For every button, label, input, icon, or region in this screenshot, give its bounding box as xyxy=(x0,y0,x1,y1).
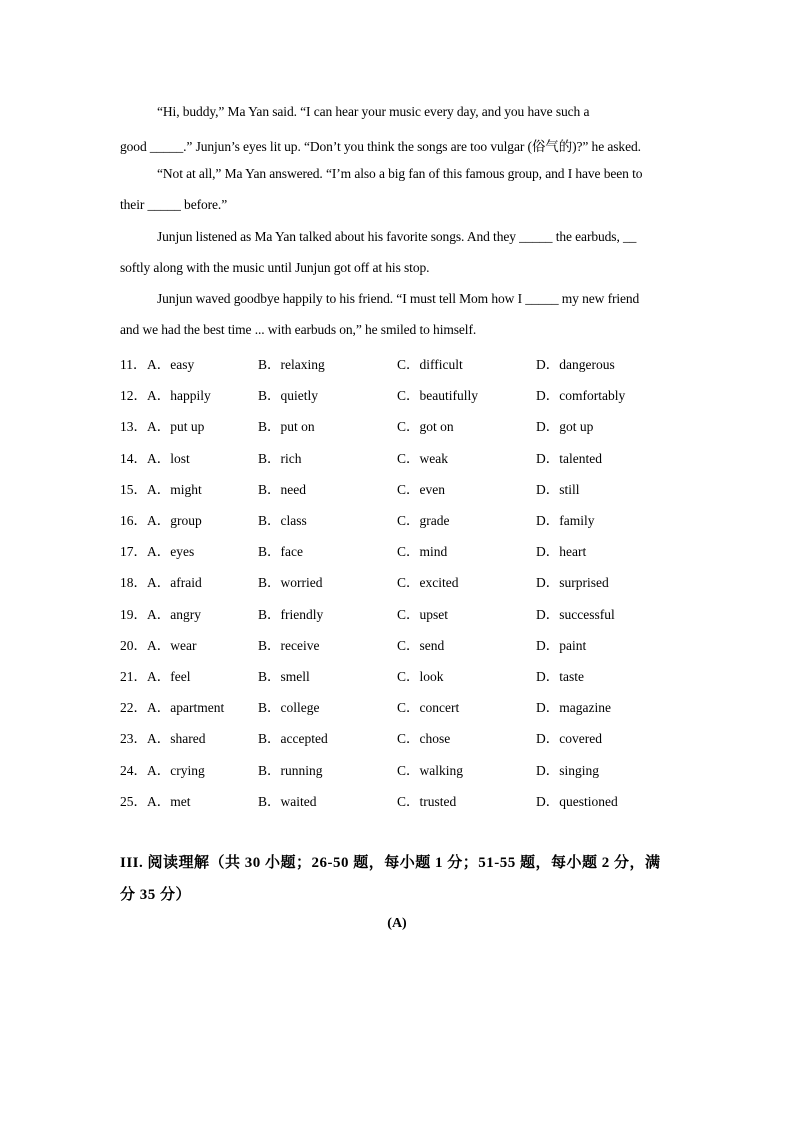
option-b: B．relaxing xyxy=(258,357,325,372)
option-b: B．need xyxy=(258,481,306,497)
option-c: C．concert xyxy=(397,700,460,716)
option-c: C．chose xyxy=(397,731,451,747)
option-d: D．surprised xyxy=(536,575,609,591)
option-c: C．walking xyxy=(397,762,463,778)
option-d: D．magazine xyxy=(536,700,611,716)
option-b: B．friendly xyxy=(258,606,324,622)
option-d: D．taste xyxy=(536,669,584,684)
passage-line-6: softly along with the music until Junjun got off at his stop. xyxy=(120,260,430,275)
passage-line-5: Junjun listened as Ma Yan talked about his favorite songs. And they _____ the earbuds, __ xyxy=(157,229,637,244)
option-a: A．feel xyxy=(147,669,191,684)
option-b: B．worried xyxy=(258,575,323,591)
option-a: A．crying xyxy=(147,762,205,778)
option-c: C．upset xyxy=(397,606,449,622)
option-b: B．running xyxy=(258,762,323,778)
option-d: D．talented xyxy=(536,450,602,466)
question-number: 25． xyxy=(120,793,147,809)
option-d: D．singing xyxy=(536,762,600,778)
option-b: B．smell xyxy=(258,669,310,684)
option-d: D．paint xyxy=(536,637,587,653)
question-number: 22． xyxy=(120,700,147,716)
option-a: A．put up xyxy=(147,419,205,435)
option-a: A．easy xyxy=(147,357,195,372)
option-d: D．comfortably xyxy=(536,388,626,404)
option-c: C．weak xyxy=(397,450,448,466)
option-a: A．lost xyxy=(147,450,190,466)
option-c: C．send xyxy=(397,637,445,653)
option-a: A．might xyxy=(147,481,202,497)
question-number: 17． xyxy=(120,544,147,560)
passage-line-1: “Hi, buddy,” Ma Yan said. “I can hear your music every day, and you have such a xyxy=(157,104,590,119)
option-d: D．family xyxy=(536,513,595,528)
option-a: A．wear xyxy=(147,637,197,653)
option-b: B．waited xyxy=(258,793,317,809)
option-d: D．dangerous xyxy=(536,357,615,372)
question-number: 13． xyxy=(120,419,147,435)
option-c: C．trusted xyxy=(397,793,457,809)
option-a: A．afraid xyxy=(147,575,202,591)
question-number: 20． xyxy=(120,637,147,653)
question-number: 16． xyxy=(120,513,147,528)
passage-line-8: and we had the best time ... with earbuds on,” he smiled to himself. xyxy=(120,322,477,337)
question-number: 11． xyxy=(120,357,147,372)
option-b: B．class xyxy=(258,513,307,528)
option-a: A．group xyxy=(147,513,202,528)
option-c: C．look xyxy=(397,669,444,684)
passage-line-3: “Not at all,” Ma Yan answered. “I’m also a big fan of this famous group, and I have been to xyxy=(157,166,643,181)
option-b: B．face xyxy=(258,544,303,560)
option-a: A．shared xyxy=(147,731,206,747)
option-b: B．quietly xyxy=(258,388,318,404)
option-a: A．met xyxy=(147,793,191,809)
option-d: D．successful xyxy=(536,606,615,622)
option-b: B．accepted xyxy=(258,731,328,747)
option-b: B．put on xyxy=(258,419,315,435)
section-heading-line-1: III. 阅读理解（共 30 小题；26-50 题，每小题 1 分；51-55 题，每小题 2 分，满 xyxy=(120,855,661,871)
passage-subtitle: (A) xyxy=(387,916,407,931)
passage-line-2: good _____.” Junjun’s eyes lit up. “Don’t you think the songs are too vulgar (俗气的)?” he asked. xyxy=(120,139,641,154)
question-number: 21． xyxy=(120,669,147,684)
option-d: D．still xyxy=(536,481,580,497)
option-a: A．apartment xyxy=(147,700,225,716)
option-c: C．difficult xyxy=(397,357,463,372)
passage-line-4: their _____ before.” xyxy=(120,197,228,212)
option-c: C．got on xyxy=(397,419,454,435)
option-b: B．rich xyxy=(258,450,302,466)
option-b: B．receive xyxy=(258,637,320,653)
question-number: 14． xyxy=(120,450,147,466)
option-a: A．angry xyxy=(147,606,201,622)
option-c: C．beautifully xyxy=(397,388,478,404)
passage-line-7: Junjun waved goodbye happily to his friend. “I must tell Mom how I _____ my new friend xyxy=(157,291,640,306)
question-number: 23． xyxy=(120,731,147,747)
option-d: D．heart xyxy=(536,544,587,560)
question-number: 19． xyxy=(120,606,147,622)
option-d: D．got up xyxy=(536,419,594,435)
option-a: A．happily xyxy=(147,388,211,404)
option-c: C．mind xyxy=(397,544,448,560)
question-number: 18． xyxy=(120,575,147,591)
option-d: D．questioned xyxy=(536,793,618,809)
option-b: B．college xyxy=(258,700,320,716)
option-c: C．grade xyxy=(397,513,450,528)
option-c: C．even xyxy=(397,481,445,497)
option-d: D．covered xyxy=(536,731,602,747)
section-heading-line-2: 分 35 分） xyxy=(120,887,192,903)
option-a: A．eyes xyxy=(147,544,195,560)
option-c: C．excited xyxy=(397,575,459,591)
question-number: 12． xyxy=(120,388,147,404)
question-number: 24． xyxy=(120,762,147,778)
question-number: 15． xyxy=(120,481,147,497)
